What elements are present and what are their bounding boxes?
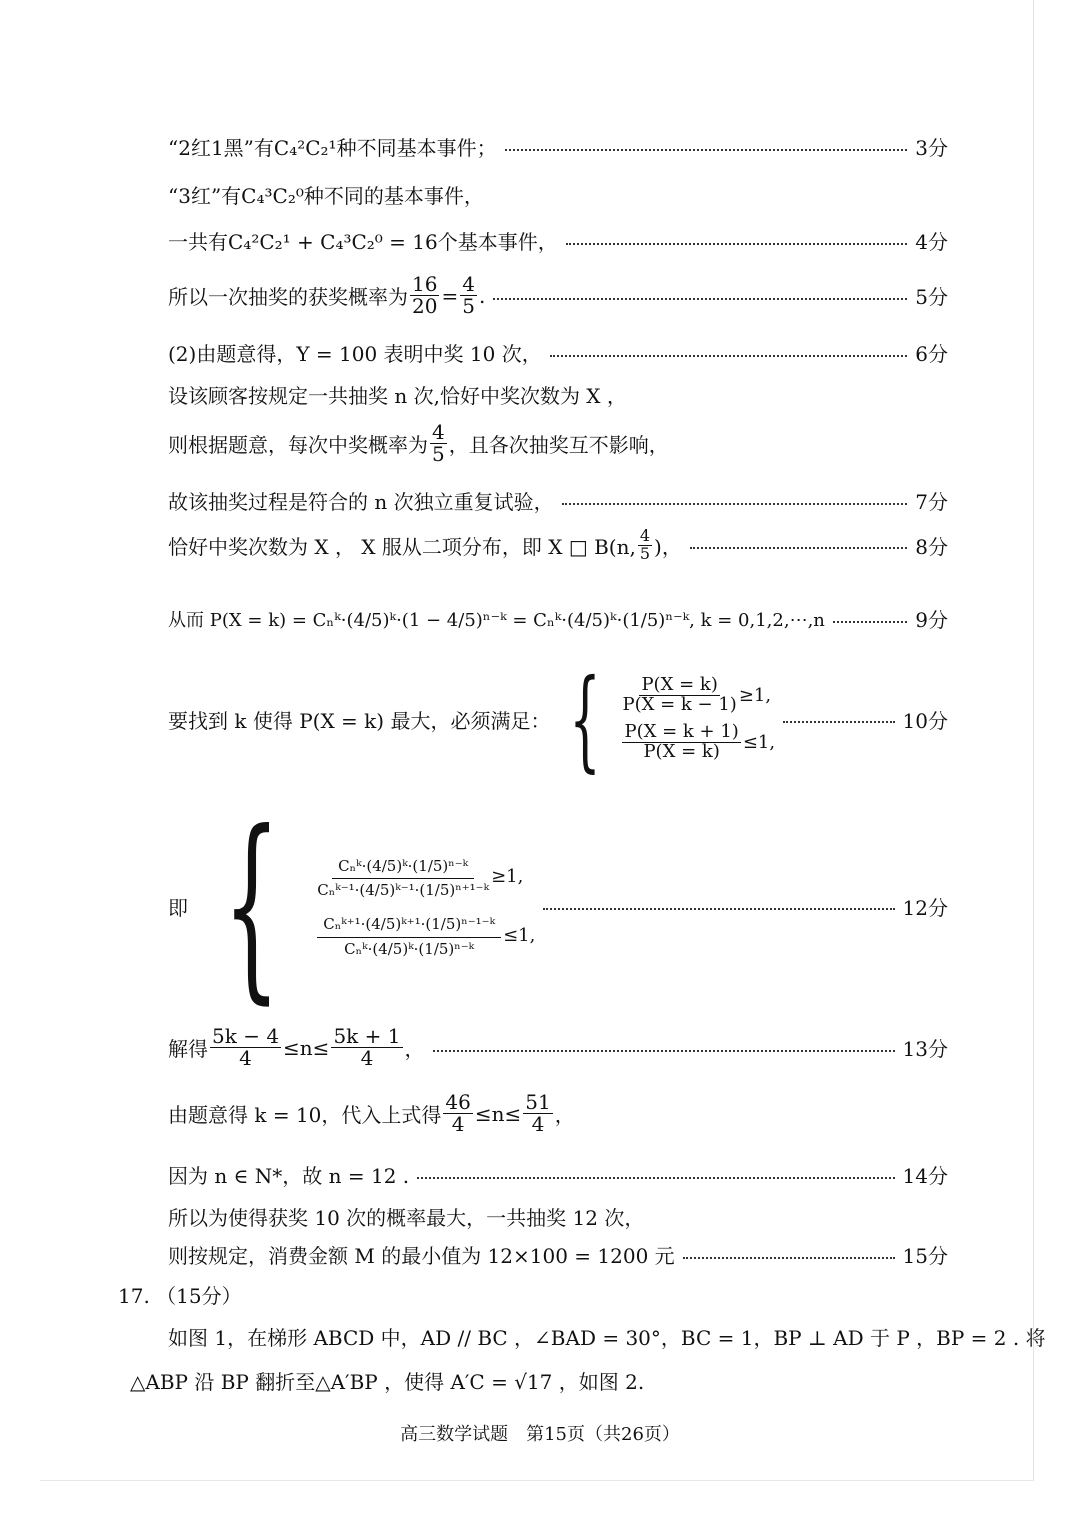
- numerator: 16: [412, 272, 438, 296]
- fraction: [317, 855, 489, 900]
- line-text: 由题意得 k = 10，代入上式得: [168, 1103, 442, 1127]
- inequality-b: [620, 723, 775, 762]
- solution-line-9: [168, 528, 948, 563]
- solution-line-11: [168, 655, 948, 783]
- leader-dots: [550, 355, 908, 357]
- numerator: 5k + 1: [333, 1024, 401, 1048]
- solution-line-15: [168, 1160, 948, 1189]
- page-edge-bottom: [40, 1480, 1034, 1481]
- page-footer: 高三数学试题 第15页（共26页）: [400, 1424, 680, 1445]
- fraction: [622, 676, 736, 715]
- score: 15分: [902, 1244, 948, 1268]
- denominator: Cₙᵏ·(4/5)ᵏ·(1/5)ⁿ⁻ᵏ: [344, 939, 475, 958]
- inequality-system: [620, 676, 775, 762]
- inequality-b: [315, 913, 535, 958]
- solution-line-12: [168, 789, 948, 1022]
- leader-dots: [690, 547, 907, 549]
- solution-line-7: [168, 422, 948, 465]
- line-text: 要找到 k 使得 P(X = k) 最大，必须满足：: [168, 708, 551, 733]
- line-text: “2红1黑”有C₄²C₂¹种不同基本事件；: [168, 136, 497, 160]
- solution-line-2: [168, 180, 948, 209]
- fraction: [210, 1026, 281, 1069]
- denominator: P(X = k − 1): [622, 694, 737, 716]
- solution-line-14: [168, 1092, 948, 1135]
- leader-dots: [433, 1050, 895, 1052]
- fraction: [443, 1092, 472, 1135]
- score: 7分: [915, 490, 948, 514]
- line-text: 一共有C₄²C₂¹ + C₄³C₂⁰ = 16个基本事件，: [168, 230, 558, 254]
- relation: ≤1,: [503, 924, 536, 946]
- solution-line-13: [168, 1026, 948, 1069]
- leader-dots: [417, 1177, 894, 1179]
- fraction-4-5: [430, 422, 447, 465]
- line-text: 因为 n ∈ N*，故 n = 12 .: [168, 1164, 410, 1188]
- line-text: 从而 P(X = k) = Cₙᵏ·(4/5)ᵏ·(1 − 4/5)ⁿ⁻ᵏ = Cₙᵏ·(4/5)ᵏ·(1/5)ⁿ⁻ᵏ, k = 0,1,2,⋯,n: [168, 609, 825, 631]
- numerator: Cₙᵏ·(4/5)ᵏ·(1/5)ⁿ⁻ᵏ: [332, 855, 474, 880]
- line-text: 设该顾客按规定一共抽奖 n 次,恰好中奖次数为 X ，: [168, 384, 627, 408]
- inequality-system: [315, 855, 535, 958]
- fraction: [317, 913, 501, 958]
- line-text: 所以一次抽奖的获奖概率为: [168, 285, 408, 309]
- leader-dots: [562, 503, 908, 505]
- denominator: P(X = k): [643, 740, 720, 762]
- page-edge-right: [1033, 0, 1034, 1480]
- denominator: 5: [639, 543, 651, 563]
- denominator: 4: [451, 1112, 465, 1136]
- inequality-a: [315, 855, 535, 900]
- fraction: [622, 723, 740, 762]
- numerator: 46: [445, 1090, 471, 1114]
- score: 10分: [902, 708, 948, 733]
- leader-dots: [543, 908, 894, 910]
- question-text: △ABP 沿 BP 翻折至△A′BP ，使得 A′C = √17 ，如图 2.: [130, 1370, 645, 1394]
- numerator: 5k − 4: [212, 1024, 280, 1048]
- question-17-line-1: [168, 1322, 1046, 1351]
- solution-line-17: [168, 1240, 948, 1269]
- numerator: P(X = k): [641, 674, 718, 696]
- score: 13分: [902, 1037, 948, 1061]
- solution-line-6: [168, 380, 948, 409]
- solution-line-8: [168, 486, 948, 515]
- line-text: “3红”有C₄³C₂⁰种不同的基本事件，: [168, 184, 484, 208]
- leader-dots: [833, 621, 907, 623]
- score: 3分: [915, 136, 948, 160]
- numerator: Cₙᵏ⁺¹·(4/5)ᵏ⁺¹·(1/5)ⁿ⁻¹⁻ᵏ: [317, 913, 501, 938]
- solution-line-16: [168, 1202, 948, 1231]
- fraction-4-5: [460, 274, 477, 317]
- left-brace: {: [222, 789, 281, 1022]
- line-text: 恰好中奖次数为 X ， X 服从二项分布，即 X □ B(n,: [168, 534, 636, 559]
- numerator: 4: [639, 526, 651, 545]
- comma: ，: [404, 1037, 425, 1061]
- relation: ≤n≤: [474, 1101, 522, 1126]
- numerator: 4: [432, 420, 445, 444]
- fraction: [331, 1026, 402, 1069]
- leader-dots: [493, 298, 907, 300]
- denominator: 20: [412, 294, 438, 318]
- leader-dots: [505, 149, 908, 151]
- fraction: [523, 1092, 552, 1135]
- score: 5分: [915, 285, 948, 309]
- score: 4分: [915, 230, 948, 254]
- period: .: [478, 283, 486, 308]
- relation: ≤1,: [742, 731, 776, 753]
- relation: ≤n≤: [283, 1035, 330, 1060]
- left-brace: {: [569, 655, 602, 783]
- leader-dots: [683, 1257, 895, 1259]
- line-text-2: ，且各次抽奖互不影响，: [448, 433, 669, 457]
- score: 14分: [902, 1164, 948, 1188]
- question-number: 17. （15分）: [118, 1284, 242, 1308]
- fraction-4-5: [638, 528, 652, 563]
- denominator: 5: [462, 294, 475, 318]
- score: 12分: [902, 895, 948, 920]
- question-text: 如图 1，在梯形 ABCD 中，AD // BC ，∠BAD = 30°，BC = 1，BP ⊥ AD 于 P ，BP = 2 . 将: [168, 1326, 1046, 1350]
- solution-line-5: [168, 338, 948, 367]
- denominator: 5: [432, 442, 445, 466]
- line-text: 即: [168, 895, 188, 920]
- comma: ，: [554, 1103, 575, 1127]
- line-text: 所以为使得获奖 10 次的概率最大，一共抽奖 12 次，: [168, 1206, 645, 1230]
- leader-dots: [783, 721, 894, 723]
- line-text: 则按规定，消费金额 M 的最小值为 12×100 = 1200 元: [168, 1244, 675, 1268]
- numerator: 4: [462, 272, 475, 296]
- denominator: 4: [239, 1046, 252, 1070]
- score: 9分: [915, 608, 948, 632]
- solution-line-10: [168, 604, 948, 633]
- relation: ≥1,: [738, 685, 772, 707]
- line-text: (2)由题意得，Y = 100 表明中奖 10 次，: [168, 342, 542, 366]
- line-text: 则根据题意，每次中奖概率为: [168, 433, 428, 457]
- leader-dots: [566, 243, 908, 245]
- line-text: 解得: [168, 1037, 208, 1061]
- question-17-line-2: [130, 1366, 948, 1395]
- relation: ≥1,: [491, 866, 524, 888]
- line-text-2: )，: [654, 534, 682, 559]
- solution-line-3: [168, 226, 948, 255]
- denominator: 4: [531, 1112, 545, 1136]
- line-text: 故该抽奖过程是符合的 n 次独立重复试验，: [168, 490, 554, 514]
- denominator: 4: [360, 1046, 374, 1070]
- solution-line-1: [168, 132, 948, 161]
- numerator: 51: [525, 1090, 551, 1114]
- inequality-a: [620, 676, 775, 715]
- solution-line-4: [168, 274, 948, 317]
- numerator: P(X = k + 1): [624, 721, 739, 742]
- score: 6分: [915, 342, 948, 366]
- equals: =: [441, 283, 459, 308]
- question-17-heading: [118, 1280, 948, 1309]
- fraction-16-20: [410, 274, 439, 317]
- score: 8分: [915, 534, 948, 559]
- denominator: Cₙᵏ⁻¹·(4/5)ᵏ⁻¹·(1/5)ⁿ⁺¹⁻ᵏ: [317, 881, 490, 900]
